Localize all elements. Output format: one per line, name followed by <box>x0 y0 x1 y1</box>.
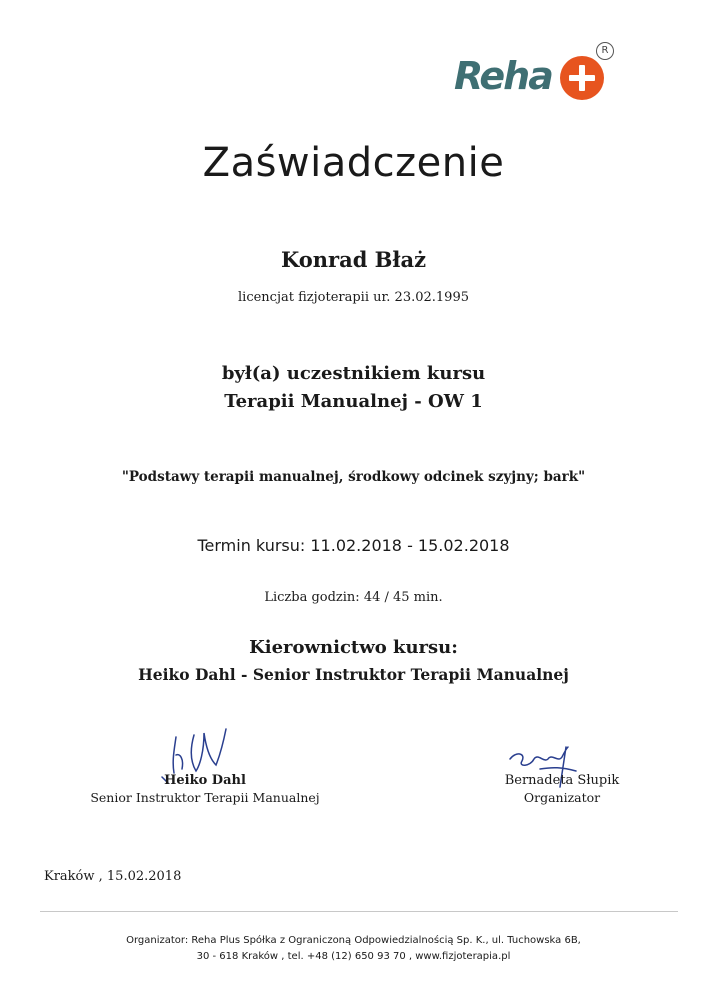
footer-address-line-2: 30 - 618 Kraków , tel. +48 (12) 650 93 70 , www.fizjoterapia.pl <box>196 951 511 962</box>
footer-address-line-1: Organizator: Reha Plus Spółka z Ograniczoną Odpowiedzialnością Sp. K., ul. Tuchowska 6B, <box>126 935 581 946</box>
organizer-signature-name: Bernadeta Słupik <box>504 773 620 788</box>
course-name: Terapii Manualnej - OW 1 <box>224 391 483 412</box>
course-lead-name: Heiko Dahl - Senior Instruktor Terapii Manualnej <box>138 665 569 684</box>
footer-divider <box>40 911 678 912</box>
course-dates: Termin kursu: 11.02.2018 - 15.02.2018 <box>197 536 510 555</box>
place-and-date: Kraków , 15.02.2018 <box>44 869 182 884</box>
participant-info: licencjat fizjoterapii ur. 23.02.1995 <box>238 290 469 305</box>
plus-icon <box>560 56 604 100</box>
organizer-signature-role: Organizator <box>523 790 601 805</box>
organizer-signature-block <box>462 745 662 815</box>
reha-plus-logo <box>448 40 618 100</box>
course-topic: "Podstawy terapii manualnej, środkowy odcinek szyjny; bark" <box>121 469 586 485</box>
registered-mark-icon: R <box>596 42 614 60</box>
participant-name: Konrad Błaż <box>280 247 427 272</box>
instructor-signature-name: Heiko Dahl <box>164 773 246 788</box>
instructor-signature-block <box>60 725 350 815</box>
course-hours: Liczba godzin: 44 / 45 min. <box>264 590 443 605</box>
instructor-signature-role: Senior Instruktor Terapii Manualnej <box>90 790 320 805</box>
logo-wordmark: Reha <box>454 54 552 98</box>
participation-statement: był(a) uczestnikiem kursu <box>221 363 486 384</box>
page-title: Zaświadczenie <box>202 140 505 186</box>
course-lead-heading: Kierownictwo kursu: <box>249 637 458 658</box>
